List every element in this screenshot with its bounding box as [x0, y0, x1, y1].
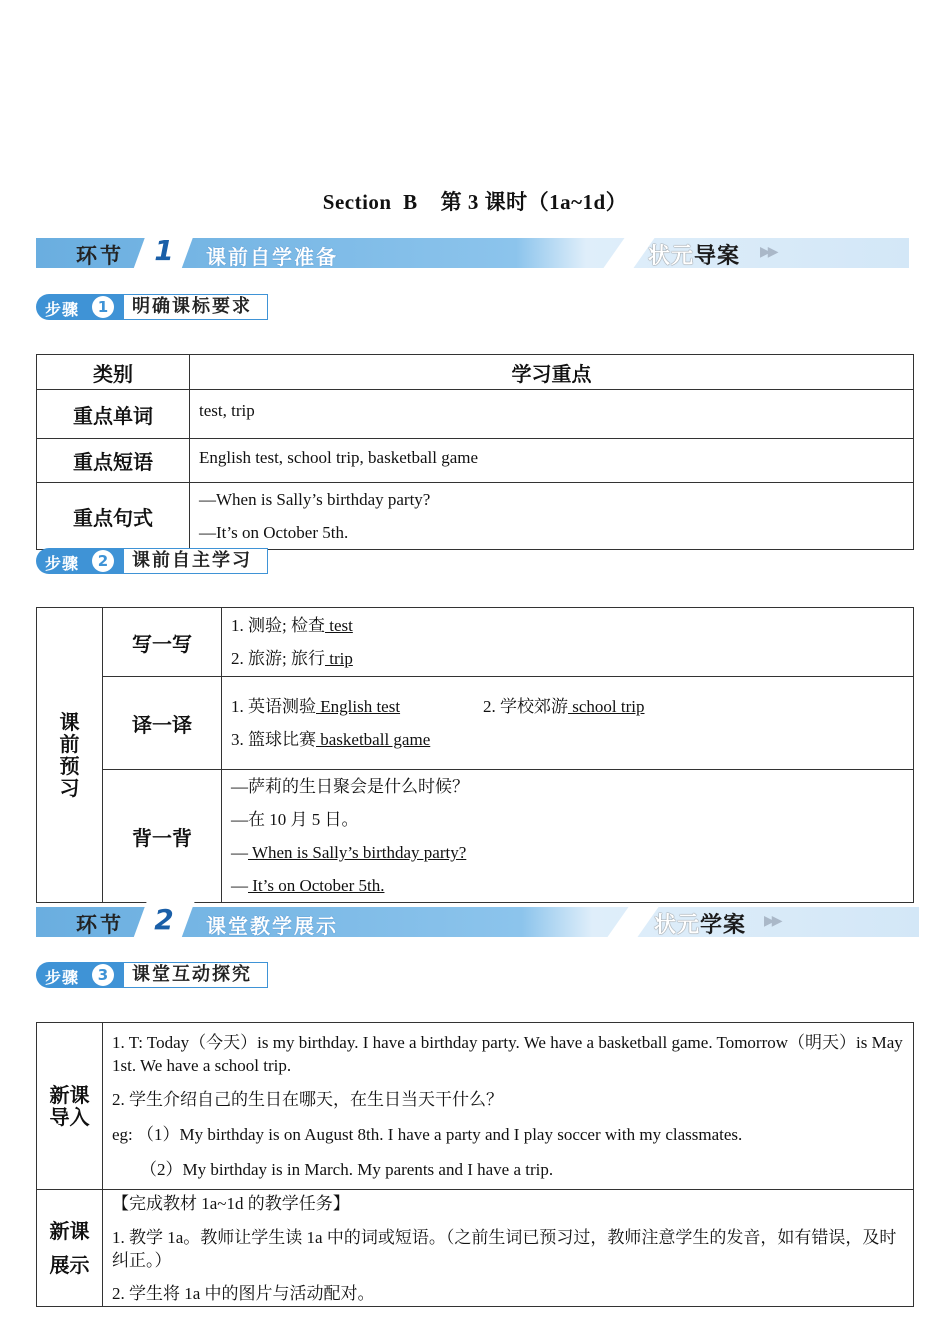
row-content: test, trip: [190, 390, 914, 439]
intro-label: 新课导入: [37, 1023, 103, 1190]
step-number-icon: 1: [92, 296, 114, 318]
step-title: 明确课标要求: [124, 294, 268, 320]
translate-label: 译一译: [103, 677, 222, 770]
arrows-icon: ▶▶: [764, 913, 780, 929]
banner-right-label: 状元学案: [654, 913, 747, 938]
preview-side-label: 课前预习: [37, 608, 103, 903]
write-content: 1. 测验; 检查 test 2. 旅游; 旅行 trip: [222, 608, 914, 677]
step-label-2: 步骤 2 课前自主学习: [36, 548, 270, 574]
step-number-icon: 2: [92, 550, 114, 572]
step-title: 课前自主学习: [124, 548, 268, 574]
section-banner-2: [36, 903, 919, 938]
lesson-table: [36, 1022, 914, 1307]
row-category: 重点句式: [37, 483, 190, 550]
banner-huan-label: 环节: [76, 913, 124, 937]
arrows-icon: ▶▶: [760, 244, 776, 260]
row-content: English test, school trip, basketball game: [190, 439, 914, 483]
banner-huan-label: 环节: [76, 244, 124, 268]
page-title: Section B 第 3 课时（1a~1d）: [322, 190, 628, 214]
intro-content: 1. T: Today（今天）is my birthday. I have a birthday party. We have a basketball game. Tomorrow（明天）is May 1st. We have a school trip. 2. 学生介绍自己的生日在哪天，在生日当天干什么？ eg: （1）My birthday is on August 8th. I have a party and I play soccer with my classmates. （2）My birthday is in March. My parents and I have a trip.: [103, 1023, 914, 1190]
step-title: 课堂互动探究: [124, 962, 268, 988]
banner-number: 2: [133, 901, 195, 939]
banner-title: 课前自学准备: [206, 245, 338, 269]
preview-table: [36, 607, 914, 903]
recite-label: 背一背: [103, 770, 222, 903]
banner-number: 1: [133, 232, 195, 270]
step-label-1: 步骤 1 明确课标要求: [36, 294, 270, 320]
show-label: 新课展示: [37, 1190, 103, 1307]
row-category: 重点单词: [37, 390, 190, 439]
section-banner-1: [36, 234, 909, 269]
col-header-category: 类别: [37, 355, 190, 390]
translate-content: 1. 英语测验 English test 2. 学校郊游 school trip 3. 篮球比赛 basketball game: [222, 677, 914, 770]
banner-title: 课堂教学展示: [206, 914, 338, 938]
row-content: —When is Sally’s birthday party? —It’s on October 5th.: [190, 483, 914, 550]
banner-right-label: 状元导案: [648, 244, 741, 269]
recite-content: —萨莉的生日聚会是什么时候？ —在 10 月 5 日。 — When is Sally’s birthday party? — It’s on October 5th.: [222, 770, 914, 903]
col-header-focus: 学习重点: [190, 355, 914, 390]
show-content: 【完成教材 1a~1d 的教学任务】 1. 教学 1a。教师让学生读 1a 中的词或短语。（之前生词已预习过，教师注意学生的发音，如有错误，及时纠正。） 2. 学生将 1a 中的图片与活动配对。: [103, 1190, 914, 1307]
step-number-icon: 3: [92, 964, 114, 986]
row-category: 重点短语: [37, 439, 190, 483]
step-label-3: 步骤 3 课堂互动探究: [36, 962, 270, 988]
goals-table: [36, 354, 914, 550]
write-label: 写一写: [103, 608, 222, 677]
